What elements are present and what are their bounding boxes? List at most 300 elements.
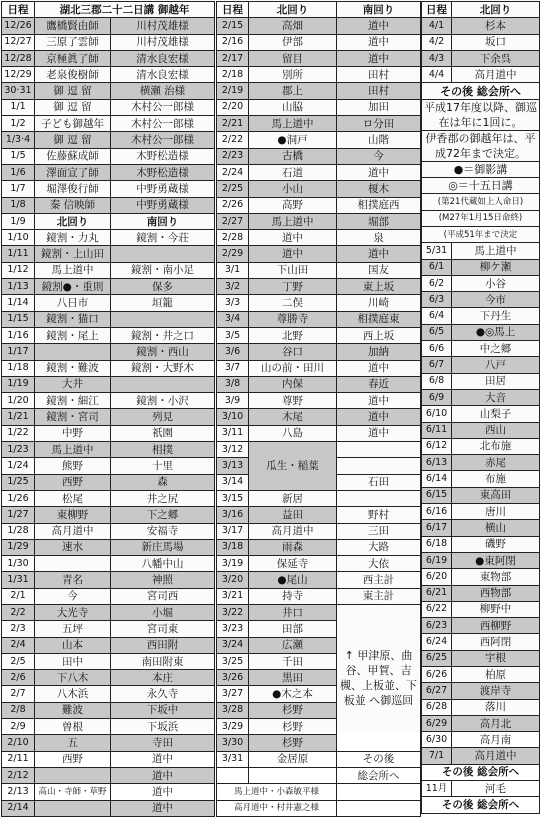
south-cell: 道中 [337, 393, 421, 409]
north-cell: 石道 [249, 164, 337, 180]
north-cell: 高月道中 [35, 523, 111, 539]
north-cell: 高月道中 [249, 523, 337, 539]
table-row [422, 357, 540, 373]
table-row [217, 279, 421, 295]
south-cell: 列見 [111, 409, 215, 425]
table-row [422, 373, 540, 389]
date-cell: 2/6 [2, 670, 35, 686]
south-cell: 道中 [337, 409, 421, 425]
north-cell: 下丹生 [452, 308, 540, 324]
table-row [217, 50, 421, 66]
table-row [2, 376, 215, 392]
north-cell: 東柳野 [35, 507, 111, 523]
date-cell: 3/23 [217, 621, 249, 637]
south-cell: 道中 [111, 784, 215, 800]
date-header: 日程 [2, 2, 35, 18]
date-cell: 6/15 [422, 487, 452, 503]
table-row [2, 262, 215, 278]
north-cell: 速水 [35, 539, 111, 555]
date-cell: 6/25 [422, 650, 452, 666]
table-row [422, 243, 540, 259]
table-row [422, 536, 540, 552]
date-cell: 6/17 [422, 520, 452, 536]
date-cell: 2/24 [217, 164, 249, 180]
north-cell: 柏原 [452, 666, 540, 682]
south-cell: 森 [111, 474, 215, 490]
table-row [217, 295, 421, 311]
north-cell: 鏡割・上山田 [35, 246, 111, 262]
north-cell: 柳ケ瀬 [452, 259, 540, 275]
date-cell: 3/22 [217, 604, 249, 620]
table-row [422, 634, 540, 650]
north-header: 北回り [249, 2, 337, 18]
south-cell: 道中 [337, 164, 421, 180]
south-cell: 西主計 [337, 572, 421, 588]
date-cell: 1/12 [2, 262, 35, 278]
north-cell [35, 767, 111, 783]
north-cell: 曽根 [35, 719, 111, 735]
date-cell: 1/8 [2, 197, 35, 213]
table-row [422, 226, 540, 242]
date-cell: 6/3 [422, 292, 452, 308]
header-row [2, 2, 215, 18]
date-cell: 1/31 [2, 572, 35, 588]
south-cell [337, 442, 421, 458]
north-cell: 横山 [452, 520, 540, 536]
table-row [2, 686, 215, 702]
date-cell: 12/27 [2, 34, 35, 50]
north-cell: 五 [35, 735, 111, 751]
date-cell: 3/19 [217, 556, 249, 572]
table-row [422, 275, 540, 291]
north-cell: 河毛 [452, 781, 540, 797]
north-cell: 鏡割・猫口 [35, 311, 111, 327]
table-row [2, 621, 215, 637]
north-cell: 澤面宣了師 [35, 164, 111, 180]
north-cell: 杉野 [249, 719, 337, 735]
south-cell: 鏡割・小沢 [111, 393, 215, 409]
date-cell: 6/23 [422, 618, 452, 634]
south-cell: 神照 [111, 572, 215, 588]
south-cell: その後 [337, 751, 421, 767]
date-cell: 3/28 [217, 702, 249, 718]
north-cell: 青名 [35, 572, 111, 588]
south-cell: 加納 [337, 344, 421, 360]
date-cell [217, 767, 249, 783]
date-cell: 2/15 [217, 18, 249, 34]
south-cell: 清水良宏様 [111, 50, 215, 66]
date-cell: 3/10 [217, 409, 249, 425]
table-row [2, 360, 215, 376]
date-cell: 4/2 [422, 34, 452, 50]
north-cell: 下山田 [249, 262, 337, 278]
date-cell: 3/30 [217, 735, 249, 751]
table-row [422, 161, 540, 177]
north-cell: 伊部 [249, 34, 337, 50]
north-cell: 北回り [35, 213, 111, 229]
north-cell: 老泉俊樹師 [35, 67, 111, 83]
north-cell: 別所 [249, 67, 337, 83]
table-row [422, 601, 540, 617]
north-cell: 馬上道中 [452, 243, 540, 259]
north-cell: 鏡割・難波 [35, 360, 111, 376]
date-cell: 2/9 [2, 719, 35, 735]
table-row [2, 311, 215, 327]
table-row [2, 132, 215, 148]
north-cell: 堀澤俊行師 [35, 181, 111, 197]
date-cell: 4/3 [422, 50, 452, 66]
table-row [422, 618, 540, 634]
table-row [2, 507, 215, 523]
date-cell: 2/25 [217, 181, 249, 197]
south-cell: 田村 [337, 83, 421, 99]
north-cell: 鏡割・尾上 [35, 327, 111, 343]
table-row [2, 588, 215, 604]
table-row [2, 784, 215, 800]
note-cell: ●＝御影講 [422, 161, 540, 177]
date-cell: 2/22 [217, 132, 249, 148]
north-cell: 赤尾 [452, 455, 540, 471]
south-cell: 堀部 [337, 213, 421, 229]
date-header: 日程 [422, 2, 452, 18]
date-cell: 1/27 [2, 507, 35, 523]
table-row [217, 116, 421, 132]
schedule-table-left [1, 1, 215, 817]
south-cell: 鏡割・今荘 [111, 230, 215, 246]
table-row [2, 490, 215, 506]
south-cell [337, 784, 421, 800]
table-row [422, 83, 540, 99]
table-row [2, 653, 215, 669]
date-cell: 6/8 [422, 373, 452, 389]
date-cell: 2/16 [217, 34, 249, 50]
table-row [217, 213, 421, 229]
north-cell: 高畑 [249, 18, 337, 34]
south-cell: 下坂浜 [111, 719, 215, 735]
south-cell: 下坂中 [111, 702, 215, 718]
title-header: 湖北三郡二十二日講 御越年 [35, 2, 215, 18]
note-cell: 平成17年度以降、御巡在は年に1回に。 [422, 99, 540, 130]
table-row [2, 735, 215, 751]
table-row [2, 148, 215, 164]
table-row [2, 213, 215, 229]
tail-cell: その後 総会所へ [422, 797, 540, 813]
date-cell: 3/3 [217, 295, 249, 311]
date-cell: 1/17 [2, 344, 35, 360]
table-row [217, 67, 421, 83]
north-cell: 尊野 [249, 393, 337, 409]
date-cell: 2/20 [217, 99, 249, 115]
south-cell: 鏡割・南小足 [111, 262, 215, 278]
north-cell: 雨森 [249, 539, 337, 555]
note-cell: (第21代蔵如上人命日) [422, 194, 540, 210]
table-row [422, 748, 540, 764]
north-cell: 西野 [35, 474, 111, 490]
south-cell: 中野勇蔵様 [111, 181, 215, 197]
north-cell: 黒田 [249, 670, 337, 686]
north-cell: 田居 [452, 373, 540, 389]
schedule-table-middle [216, 1, 421, 817]
date-cell: 2/5 [2, 653, 35, 669]
north-cell: 高野 [249, 197, 337, 213]
date-cell: 11月 [422, 781, 452, 797]
north-cell: 田中 [35, 653, 111, 669]
north-cell: 東物部 [452, 569, 540, 585]
date-cell: 2/2 [2, 604, 35, 620]
north-cell: 柳野中 [452, 601, 540, 617]
date-cell: 6/14 [422, 471, 452, 487]
south-cell: 木村公一郎様 [111, 99, 215, 115]
south-cell: 下之郷 [111, 507, 215, 523]
south-cell: 春近 [337, 376, 421, 392]
table-row [422, 699, 540, 715]
north-cell: 大光寺 [35, 604, 111, 620]
table-row [422, 585, 540, 601]
north-cell: 馬上道中 [249, 116, 337, 132]
table-row [217, 327, 421, 343]
date-cell: 1/9 [2, 213, 35, 229]
south-cell: 中野勇蔵様 [111, 197, 215, 213]
table-row [217, 588, 421, 604]
north-cell: 丁野 [249, 279, 337, 295]
table-row [422, 781, 540, 797]
note-cell: その後 総会所へ [422, 83, 540, 99]
date-cell: 1/16 [2, 327, 35, 343]
north-cell: 八日市 [35, 295, 111, 311]
south-cell: 寺田 [111, 735, 215, 751]
table-row [2, 34, 215, 50]
north-cell: 杉野 [249, 735, 337, 751]
table-row [2, 800, 215, 816]
table-row [422, 504, 540, 520]
north-cell: 西野 [35, 751, 111, 767]
south-cell: ロ分田 [337, 116, 421, 132]
north-cell: 秦 信映師 [35, 197, 111, 213]
north-cell: 八島 [249, 425, 337, 441]
table-row [2, 18, 215, 34]
north-cell: 田部 [249, 621, 337, 637]
south-cell: 南田附東 [111, 653, 215, 669]
north-cell: 五坪 [35, 621, 111, 637]
south-cell: 八幡中山 [111, 556, 215, 572]
table-row [422, 422, 540, 438]
table-row [2, 67, 215, 83]
date-cell: 3/25 [217, 653, 249, 669]
date-cell: 1/20 [2, 393, 35, 409]
schedule-table-right [421, 1, 540, 814]
table-row [2, 295, 215, 311]
table-row [2, 556, 215, 572]
table-row [217, 181, 421, 197]
date-cell: 2/8 [2, 702, 35, 718]
north-cell: 中野 [35, 425, 111, 441]
date-cell: 3/29 [217, 719, 249, 735]
table-row [217, 556, 421, 572]
table-row [422, 210, 540, 226]
date-cell: 3/20 [217, 572, 249, 588]
north-cell: 鏡割・細江 [35, 393, 111, 409]
table-row [422, 438, 540, 454]
north-cell: 磯野 [452, 536, 540, 552]
south-cell [111, 246, 215, 262]
date-cell: 1/1 [2, 99, 35, 115]
south-cell: 道中 [111, 767, 215, 783]
date-cell: 1/25 [2, 474, 35, 490]
table-row [422, 67, 540, 83]
north-cell [35, 556, 111, 572]
table-row [2, 572, 215, 588]
table-row [217, 539, 421, 555]
date-cell: 1/11 [2, 246, 35, 262]
table-row [2, 279, 215, 295]
table-row [217, 132, 421, 148]
north-cell: 鏡割・力丸 [35, 230, 111, 246]
table-row [2, 458, 215, 474]
south-cell: 道中 [337, 360, 421, 376]
table-row [217, 409, 421, 425]
north-cell: 西山 [452, 422, 540, 438]
north-cell: 西柳野 [452, 618, 540, 634]
date-cell: 4/4 [422, 67, 452, 83]
date-cell: 1/22 [2, 425, 35, 441]
north-cell: 道中 [249, 246, 337, 262]
date-cell: 30·31 [2, 83, 35, 99]
north-cell: 唐川 [452, 504, 540, 520]
date-cell: 2/19 [217, 83, 249, 99]
south-cell: 山階 [337, 132, 421, 148]
north-cell: 馬上道中 [249, 213, 337, 229]
north-cell: 三原了雲師 [35, 34, 111, 50]
table-row [422, 569, 540, 585]
north-cell: 八戸 [452, 357, 540, 373]
table-row [422, 308, 540, 324]
south-cell: 道中 [111, 800, 215, 816]
north-cell: 保延寺 [249, 556, 337, 572]
south-cell: 宮司東 [111, 621, 215, 637]
south-cell: 鏡割・大野木 [111, 360, 215, 376]
date-cell: 6/2 [422, 275, 452, 291]
south-cell: 十里 [111, 458, 215, 474]
date-cell: 6/16 [422, 504, 452, 520]
table-row [422, 406, 540, 422]
south-cell: 保多 [111, 279, 215, 295]
north-cell: 道中 [249, 230, 337, 246]
south-cell: 加田 [337, 99, 421, 115]
south-cell: 木村公一郎様 [111, 116, 215, 132]
date-cell: 2/11 [2, 751, 35, 767]
tail-cell: 馬上道中・小森敏平様 [217, 784, 337, 800]
south-cell [337, 490, 421, 506]
table-row [217, 572, 421, 588]
date-cell: 2/3 [2, 621, 35, 637]
north-cell: 御 逗 留 [35, 99, 111, 115]
south-cell: 本庄 [111, 670, 215, 686]
north-cell: 御 逗 留 [35, 83, 111, 99]
north-cell: 渡岸寺 [452, 683, 540, 699]
table-row [217, 99, 421, 115]
north-cell: 小山 [249, 181, 337, 197]
table-row [422, 732, 540, 748]
note-cell: 伊香郡の御越年は、平成72年まで決定。 [422, 130, 540, 161]
north-cell: 御 逗 留 [35, 132, 111, 148]
table-row [2, 230, 215, 246]
date-cell: 2/14 [2, 800, 35, 816]
table-row [217, 507, 421, 523]
north-cell: 千田 [249, 653, 337, 669]
date-cell: 1/18 [2, 360, 35, 376]
south-cell: 道中 [337, 50, 421, 66]
date-cell: 6/10 [422, 406, 452, 422]
date-cell: 3/24 [217, 637, 249, 653]
table-row [422, 194, 540, 210]
table-row [2, 246, 215, 262]
south-cell [111, 311, 215, 327]
date-cell: 7/1 [422, 748, 452, 764]
date-cell: 3/14 [217, 474, 249, 490]
north-cell: 杉野 [249, 702, 337, 718]
table-row [422, 50, 540, 66]
south-cell: 相撲 [111, 442, 215, 458]
table-row [422, 487, 540, 503]
south-cell: 南回り [111, 213, 215, 229]
date-cell: 1/13 [2, 279, 35, 295]
date-cell: 3/17 [217, 523, 249, 539]
north-cell: ●洞戸 [249, 132, 337, 148]
date-cell: 3/18 [217, 539, 249, 555]
date-cell: 2/18 [217, 67, 249, 83]
north-cell: 留目 [249, 50, 337, 66]
north-cell: 井口 [249, 604, 337, 620]
south-cell: 石田 [337, 474, 421, 490]
north-cell: 難波 [35, 702, 111, 718]
table-row [2, 751, 215, 767]
date-cell: 3/16 [217, 507, 249, 523]
north-cell: 北布施 [452, 438, 540, 454]
table-row [217, 523, 421, 539]
north-cell: 馬上道中 [35, 262, 111, 278]
table-row [422, 683, 540, 699]
south-cell: 垣籠 [111, 295, 215, 311]
date-cell: 6/28 [422, 699, 452, 715]
table-row [2, 327, 215, 343]
date-cell: 1/3·4 [2, 132, 35, 148]
south-cell: 川村茂雄様 [111, 34, 215, 50]
north-cell: 京極眞了師 [35, 50, 111, 66]
date-cell: 2/26 [217, 197, 249, 213]
table-row [217, 262, 421, 278]
date-cell: 2/23 [217, 148, 249, 164]
north-cell: 広瀬 [249, 637, 337, 653]
table-row [217, 604, 421, 620]
table-row [2, 344, 215, 360]
table-row [2, 83, 215, 99]
date-cell: 1/5 [2, 148, 35, 164]
table-row [217, 425, 421, 441]
date-cell: 12/26 [2, 18, 35, 34]
note-cell: (M27年1月15日命終) [422, 210, 540, 226]
north-cell: 坂口 [452, 34, 540, 50]
date-cell: 6/24 [422, 634, 452, 650]
date-cell: 3/7 [217, 360, 249, 376]
north-cell: 大井 [35, 376, 111, 392]
date-cell: 12/29 [2, 67, 35, 83]
date-cell: 2/1 [2, 588, 35, 604]
date-cell: 6/12 [422, 438, 452, 454]
south-cell: 西上坂 [337, 327, 421, 343]
south-cell: 大依 [337, 556, 421, 572]
date-cell: 2/17 [217, 50, 249, 66]
north-cell: 益田 [249, 507, 337, 523]
